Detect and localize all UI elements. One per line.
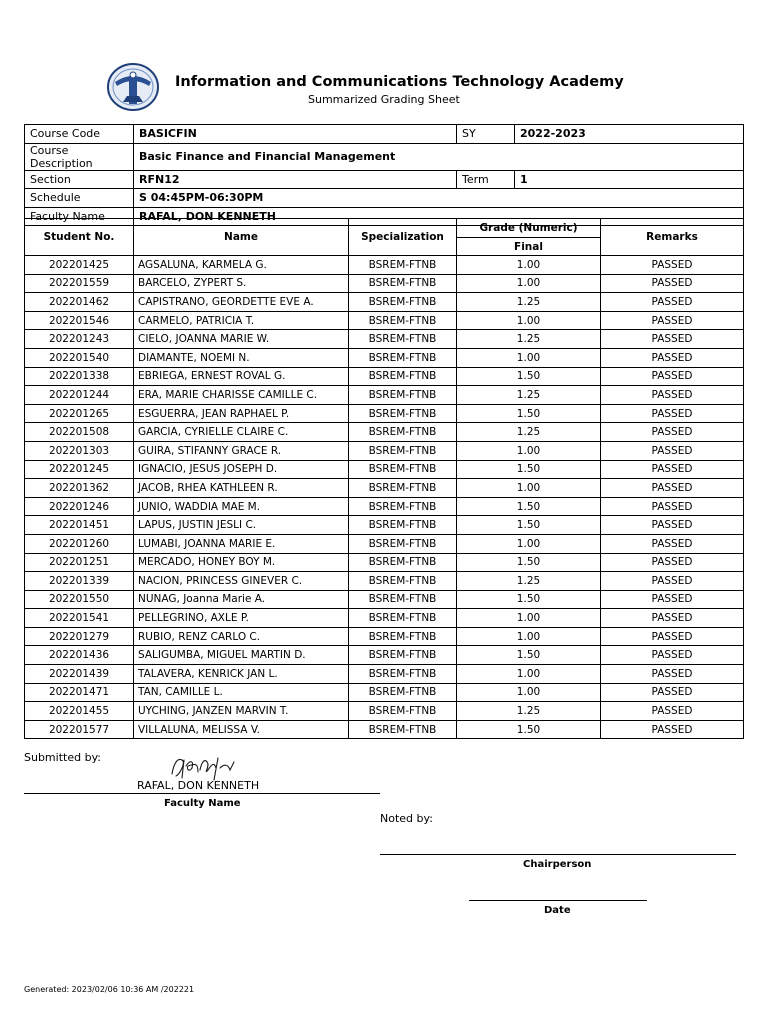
specialization-cell: BSREM-FTNB: [349, 423, 457, 442]
student-no-cell: 202201471: [25, 683, 134, 702]
faculty-signature-icon: [168, 752, 240, 782]
remarks-cell: PASSED: [601, 274, 744, 293]
name-cell: LAPUS, JUSTIN JESLI C.: [134, 516, 349, 535]
final-grade-cell: 1.00: [457, 441, 601, 460]
name-cell: BARCELO, ZYPERT S.: [134, 274, 349, 293]
final-grade-cell: 1.25: [457, 702, 601, 721]
specialization-cell: BSREM-FTNB: [349, 460, 457, 479]
header-grade-numeric: Grade (Numeric): [457, 219, 601, 238]
name-cell: MERCADO, HONEY BOY M.: [134, 553, 349, 572]
student-no-cell: 202201546: [25, 311, 134, 330]
final-grade-cell: 1.00: [457, 274, 601, 293]
header-specialization: Specialization: [349, 219, 457, 256]
table-row: [25, 293, 744, 312]
name-cell: RUBIO, RENZ CARLO C.: [134, 627, 349, 646]
name-cell: CAPISTRANO, GEORDETTE EVE A.: [134, 293, 349, 312]
final-grade-cell: 1.00: [457, 256, 601, 275]
course-desc-value: Basic Finance and Financial Management: [134, 143, 744, 170]
schedule-label: Schedule: [25, 189, 134, 208]
remarks-cell: PASSED: [601, 665, 744, 684]
noted-by-label: Noted by:: [380, 812, 433, 825]
specialization-cell: BSREM-FTNB: [349, 516, 457, 535]
specialization-cell: BSREM-FTNB: [349, 646, 457, 665]
specialization-cell: BSREM-FTNB: [349, 609, 457, 628]
remarks-cell: PASSED: [601, 646, 744, 665]
specialization-cell: BSREM-FTNB: [349, 367, 457, 386]
specialization-cell: BSREM-FTNB: [349, 534, 457, 553]
name-cell: GARCIA, CYRIELLE CLAIRE C.: [134, 423, 349, 442]
student-no-cell: 202201338: [25, 367, 134, 386]
course-info-table: [24, 124, 744, 226]
student-no-cell: 202201436: [25, 646, 134, 665]
final-grade-cell: 1.50: [457, 460, 601, 479]
remarks-cell: PASSED: [601, 683, 744, 702]
remarks-cell: PASSED: [601, 460, 744, 479]
table-row: [25, 423, 744, 442]
name-cell: TALAVERA, KENRICK JAN L.: [134, 665, 349, 684]
faculty-label: Faculty Name: [25, 207, 134, 226]
name-cell: NACION, PRINCESS GINEVER C.: [134, 572, 349, 591]
final-grade-cell: 1.00: [457, 627, 601, 646]
remarks-cell: PASSED: [601, 553, 744, 572]
student-no-cell: 202201425: [25, 256, 134, 275]
name-cell: ERA, MARIE CHARISSE CAMILLE C.: [134, 386, 349, 405]
specialization-cell: BSREM-FTNB: [349, 572, 457, 591]
table-row: [25, 386, 744, 405]
header-student-no: Student No.: [25, 219, 134, 256]
remarks-cell: PASSED: [601, 423, 744, 442]
final-grade-cell: 1.25: [457, 330, 601, 349]
term-value: 1: [515, 170, 744, 189]
final-grade-cell: 1.25: [457, 386, 601, 405]
course-code-row: [25, 125, 744, 144]
student-no-cell: 202201439: [25, 665, 134, 684]
student-no-cell: 202201244: [25, 386, 134, 405]
specialization-cell: BSREM-FTNB: [349, 627, 457, 646]
specialization-cell: BSREM-FTNB: [349, 590, 457, 609]
name-cell: EBRIEGA, ERNEST ROVAL G.: [134, 367, 349, 386]
remarks-cell: PASSED: [601, 609, 744, 628]
final-grade-cell: 1.25: [457, 423, 601, 442]
student-no-cell: 202201243: [25, 330, 134, 349]
name-cell: GUIRA, STIFANNY GRACE R.: [134, 441, 349, 460]
specialization-cell: BSREM-FTNB: [349, 404, 457, 423]
student-no-cell: 202201246: [25, 497, 134, 516]
remarks-cell: PASSED: [601, 516, 744, 535]
faculty-name-caption: Faculty Name: [164, 798, 241, 809]
grades-body: [25, 256, 744, 739]
name-cell: JACOB, RHEA KATHLEEN R.: [134, 479, 349, 498]
remarks-cell: PASSED: [601, 702, 744, 721]
final-grade-cell: 1.50: [457, 497, 601, 516]
student-no-cell: 202201251: [25, 553, 134, 572]
name-cell: PELLEGRINO, AXLE P.: [134, 609, 349, 628]
specialization-cell: BSREM-FTNB: [349, 720, 457, 739]
final-grade-cell: 1.00: [457, 311, 601, 330]
name-cell: TAN, CAMILLE L.: [134, 683, 349, 702]
term-label: Term: [457, 170, 515, 189]
final-grade-cell: 1.00: [457, 683, 601, 702]
student-no-cell: 202201550: [25, 590, 134, 609]
specialization-cell: BSREM-FTNB: [349, 479, 457, 498]
course-code-label: Course Code: [25, 125, 134, 144]
table-row: [25, 274, 744, 293]
remarks-cell: PASSED: [601, 367, 744, 386]
remarks-cell: PASSED: [601, 404, 744, 423]
final-grade-cell: 1.00: [457, 479, 601, 498]
student-no-cell: 202201279: [25, 627, 134, 646]
specialization-cell: BSREM-FTNB: [349, 386, 457, 405]
table-row: [25, 479, 744, 498]
remarks-cell: PASSED: [601, 348, 744, 367]
student-no-cell: 202201451: [25, 516, 134, 535]
table-row: [25, 311, 744, 330]
specialization-cell: BSREM-FTNB: [349, 702, 457, 721]
section-value: RFN12: [134, 170, 457, 189]
student-no-cell: 202201577: [25, 720, 134, 739]
remarks-cell: PASSED: [601, 256, 744, 275]
specialization-cell: BSREM-FTNB: [349, 441, 457, 460]
final-grade-cell: 1.50: [457, 553, 601, 572]
final-grade-cell: 1.50: [457, 367, 601, 386]
final-grade-cell: 1.00: [457, 348, 601, 367]
table-row: [25, 516, 744, 535]
name-cell: VILLALUNA, MELISSA V.: [134, 720, 349, 739]
remarks-cell: PASSED: [601, 386, 744, 405]
table-row: [25, 534, 744, 553]
specialization-cell: BSREM-FTNB: [349, 348, 457, 367]
specialization-cell: BSREM-FTNB: [349, 497, 457, 516]
final-grade-cell: 1.50: [457, 590, 601, 609]
student-no-cell: 202201303: [25, 441, 134, 460]
remarks-cell: PASSED: [601, 590, 744, 609]
student-no-cell: 202201339: [25, 572, 134, 591]
academy-logo-icon: [105, 62, 161, 112]
remarks-cell: PASSED: [601, 534, 744, 553]
table-row: [25, 441, 744, 460]
final-grade-cell: 1.50: [457, 516, 601, 535]
course-desc-label: Course Description: [25, 143, 134, 170]
student-no-cell: 202201265: [25, 404, 134, 423]
grades-table: [24, 218, 744, 739]
name-cell: AGSALUNA, KARMELA G.: [134, 256, 349, 275]
final-grade-cell: 1.50: [457, 404, 601, 423]
final-grade-cell: 1.25: [457, 293, 601, 312]
final-grade-cell: 1.50: [457, 720, 601, 739]
table-row: [25, 256, 744, 275]
table-row: [25, 460, 744, 479]
remarks-cell: PASSED: [601, 311, 744, 330]
table-row: [25, 572, 744, 591]
header-remarks: Remarks: [601, 219, 744, 256]
table-row: [25, 367, 744, 386]
schedule-value: S 04:45PM-06:30PM: [134, 189, 744, 208]
date-caption: Date: [544, 905, 571, 916]
section-row: [25, 170, 744, 189]
table-row: [25, 330, 744, 349]
faculty-signatory-name: RAFAL, DON KENNETH: [137, 779, 260, 792]
name-cell: CIELO, JOANNA MARIE W.: [134, 330, 349, 349]
student-no-cell: 202201559: [25, 274, 134, 293]
name-cell: SALIGUMBA, MIGUEL MARTIN D.: [134, 646, 349, 665]
page-title: Information and Communications Technology Academy: [175, 74, 624, 90]
sy-label: SY: [457, 125, 515, 144]
date-line: [469, 900, 647, 901]
remarks-cell: PASSED: [601, 441, 744, 460]
course-desc-row: [25, 143, 744, 170]
chairperson-caption: Chairperson: [523, 859, 592, 870]
course-code-value: BASICFIN: [134, 125, 457, 144]
remarks-cell: PASSED: [601, 330, 744, 349]
final-grade-cell: 1.00: [457, 609, 601, 628]
table-row: [25, 590, 744, 609]
table-row: [25, 665, 744, 684]
table-row: [25, 609, 744, 628]
specialization-cell: BSREM-FTNB: [349, 293, 457, 312]
remarks-cell: PASSED: [601, 497, 744, 516]
section-label: Section: [25, 170, 134, 189]
faculty-signature-line: [24, 793, 380, 794]
student-no-cell: 202201362: [25, 479, 134, 498]
schedule-row: [25, 189, 744, 208]
specialization-cell: BSREM-FTNB: [349, 683, 457, 702]
remarks-cell: PASSED: [601, 627, 744, 646]
remarks-cell: PASSED: [601, 572, 744, 591]
student-no-cell: 202201260: [25, 534, 134, 553]
table-row: [25, 702, 744, 721]
table-row: [25, 348, 744, 367]
student-no-cell: 202201508: [25, 423, 134, 442]
name-cell: LUMABI, JOANNA MARIE E.: [134, 534, 349, 553]
student-no-cell: 202201541: [25, 609, 134, 628]
specialization-cell: BSREM-FTNB: [349, 256, 457, 275]
table-row: [25, 497, 744, 516]
name-cell: IGNACIO, JESUS JOSEPH D.: [134, 460, 349, 479]
name-cell: NUNAG, Joanna Marie A.: [134, 590, 349, 609]
name-cell: CARMELO, PATRICIA T.: [134, 311, 349, 330]
header-name: Name: [134, 219, 349, 256]
remarks-cell: PASSED: [601, 293, 744, 312]
specialization-cell: BSREM-FTNB: [349, 553, 457, 572]
final-grade-cell: 1.00: [457, 534, 601, 553]
specialization-cell: BSREM-FTNB: [349, 330, 457, 349]
table-row: [25, 646, 744, 665]
final-grade-cell: 1.25: [457, 572, 601, 591]
sy-value: 2022-2023: [515, 125, 744, 144]
chairperson-signature-line: [380, 854, 736, 855]
header-final: Final: [457, 238, 601, 256]
specialization-cell: BSREM-FTNB: [349, 274, 457, 293]
remarks-cell: PASSED: [601, 479, 744, 498]
table-row: [25, 683, 744, 702]
student-no-cell: 202201455: [25, 702, 134, 721]
student-no-cell: 202201540: [25, 348, 134, 367]
table-row: [25, 627, 744, 646]
table-row: [25, 553, 744, 572]
table-row: [25, 720, 744, 739]
faculty-value: RAFAL, DON KENNETH: [134, 207, 744, 226]
final-grade-cell: 1.50: [457, 646, 601, 665]
final-grade-cell: 1.00: [457, 665, 601, 684]
submitted-by-label: Submitted by:: [24, 751, 101, 764]
table-row: [25, 404, 744, 423]
specialization-cell: BSREM-FTNB: [349, 311, 457, 330]
name-cell: ESGUERRA, JEAN RAPHAEL P.: [134, 404, 349, 423]
generated-footer: Generated: 2023/02/06 10:36 AM /202221: [24, 985, 195, 994]
student-no-cell: 202201462: [25, 293, 134, 312]
page-subtitle: Summarized Grading Sheet: [308, 93, 460, 106]
remarks-cell: PASSED: [601, 720, 744, 739]
name-cell: DIAMANTE, NOEMI N.: [134, 348, 349, 367]
student-no-cell: 202201245: [25, 460, 134, 479]
specialization-cell: BSREM-FTNB: [349, 665, 457, 684]
name-cell: UYCHING, JANZEN MARVIN T.: [134, 702, 349, 721]
name-cell: JUNIO, WADDIA MAE M.: [134, 497, 349, 516]
